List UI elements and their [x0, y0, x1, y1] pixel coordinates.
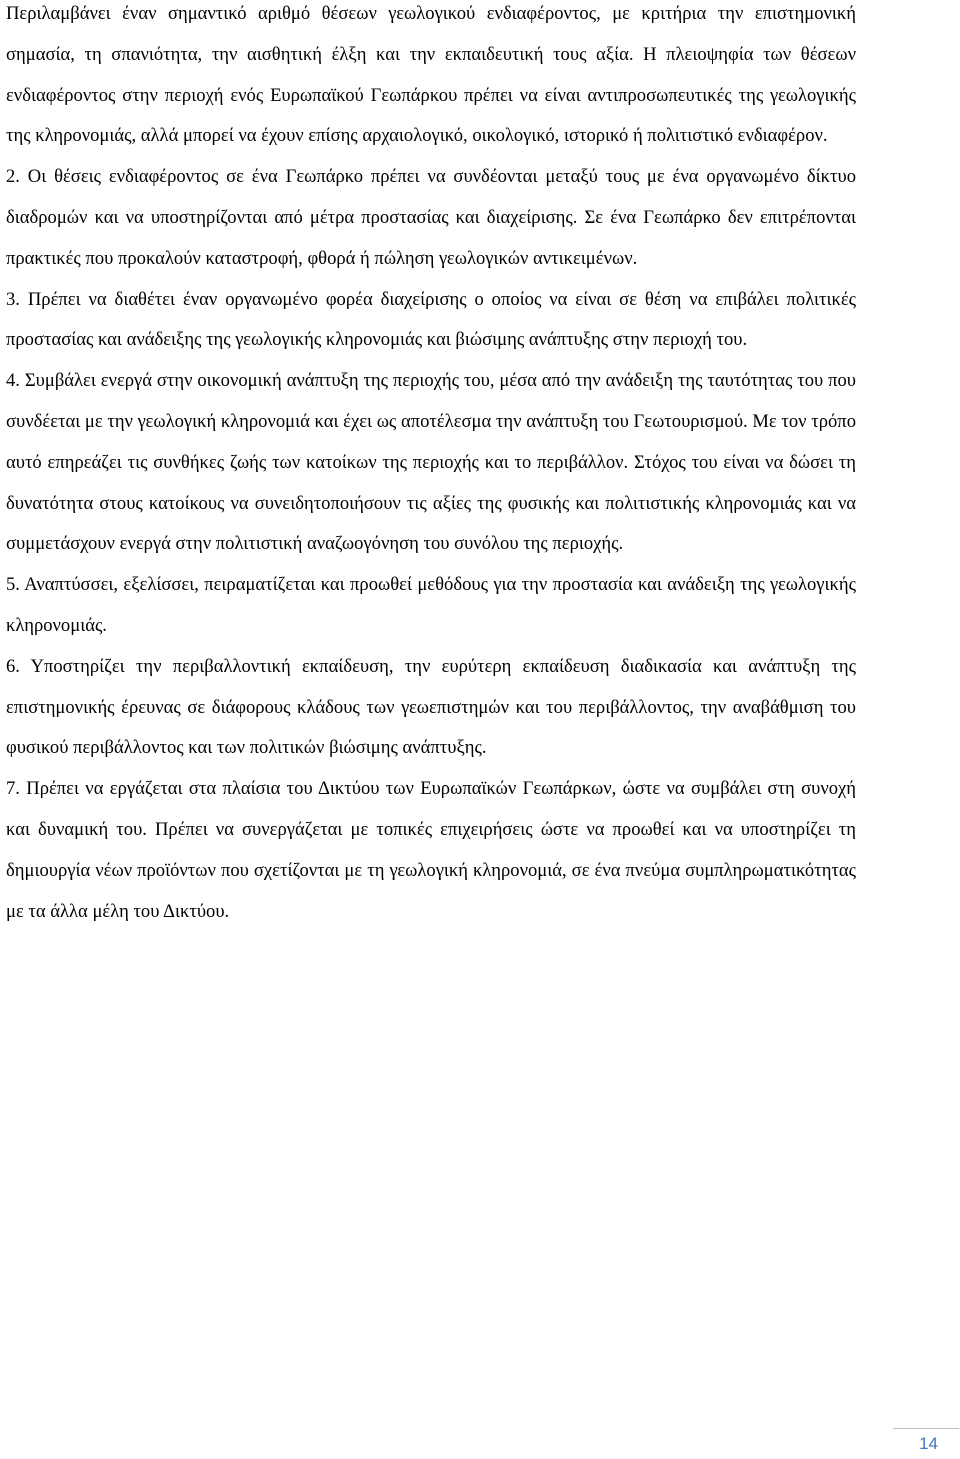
- document-body: [6, 0, 856, 932]
- paragraph-item-7: 7. Πρέπει να εργάζεται στα πλαίσια του Δικτύου των Ευρωπαϊκών Γεωπάρκων, ώστε να συμβάλει στη συνοχή και δυναμική του. Πρέπει να συνεργάζεται με τοπικές επιχειρήσεις ώστε να προωθεί και να υποστηρίζει τη δημιουργία νέων προϊόντων που σχετίζονται με τη γεωλογική κληρονομιά, σε ένα πνεύμα συμπληρωματικότητας με τα άλλα μέλη του Δικτύου.: [6, 778, 856, 922]
- page-number: 14: [919, 1434, 938, 1453]
- paragraph-item-4: 4. Συμβάλει ενεργά στην οικονομική ανάπτυξη της περιοχής του, μέσα από την ανάδειξη της ταυτότητας του που συνδέεται με την γεωλογική κληρονομιά και έχει ως αποτέλεσμα την ανάπτυξη του Γεωτουρισμού. Με τον τρόπο αυτό επηρεάζει τις συνθήκες ζωής των κατοίκων της περιοχής και το περιβάλλον. Στόχος του είναι να δώσει τη δυνατότητα στους κατοίκους να συνειδητοποιήσουν τις αξίες της φυσικής και πολιτιστικής κληρονομιάς και να συμμετάσχουν ενεργά στην πολιτιστική αναζωογόνηση του συνόλου της περιοχής.: [6, 370, 856, 555]
- page-number-divider: [893, 1428, 959, 1429]
- paragraph-item-6: 6. Υποστηρίζει την περιβαλλοντική εκπαίδευση, την ευρύτερη εκπαίδευση διαδικασία και ανάπτυξη της επιστημονικής έρευνας σε διάφορους κλάδους των γεωεπιστημών και του περιβάλλοντος, την αναβάθμιση του φυσικού περιβάλλοντος και των πολιτικών βιώσιμης ανάπτυξης.: [6, 655, 856, 759]
- paragraph-item-5: 5. Αναπτύσσει, εξελίσσει, πειραματίζεται και προωθεί μεθόδους για την προστασία και ανάδειξη της γεωλογικής κληρονομιάς.: [6, 574, 856, 636]
- paragraph-item-2: 2. Οι θέσεις ενδιαφέροντος σε ένα Γεωπάρκο πρέπει να συνδέονται μεταξύ τους με ένα οργανωμένο δίκτυο διαδρομών και να υποστηρίζονται από μέτρα προστασίας και διαχείρισης. Σε ένα Γεωπάρκο δεν επιτρέπονται πρακτικές που προκαλούν καταστροφή, φθορά ή πώληση γεωλογικών αντικειμένων.: [6, 166, 856, 269]
- paragraph-item-3: 3. Πρέπει να διαθέτει έναν οργανωμένο φορέα διαχείρισης ο οποίος να είναι σε θέση να επιβάλει πολιτικές προστασίας και ανάδειξης της γεωλογικής κληρονομιάς και βιώσιμης ανάπτυξης στην περιοχή του.: [6, 288, 856, 351]
- paragraph-intro: Περιλαμβάνει έναν σημαντικό αριθμό θέσεων γεωλογικού ενδιαφέροντος, με κριτήρια την επιστημονική σημασία, τη σπανιότητα, την αισθητική έλξη και την εκπαιδευτική τους αξία. Η πλειοψηφία των θέσεων ενδιαφέροντος στην περιοχή ενός Ευρωπαϊκού Γεωπάρκου πρέπει να είναι αντιπροσωπευτικές της γεωλογικής της κληρονομιάς, αλλά μπορεί να έχουν επίσης αρχαιολογικό, οικολογικό, ιστορικό ή πολιτιστικό ενδιαφέρον.: [6, 3, 856, 147]
